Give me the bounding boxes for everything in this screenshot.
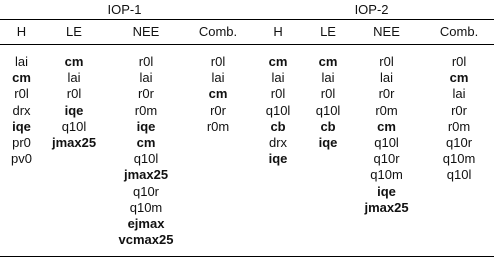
group-header-row xyxy=(0,0,494,20)
table-cell: r0r xyxy=(451,102,467,118)
table-cell: r0m xyxy=(206,118,230,134)
table-cell: r0m xyxy=(447,118,471,134)
column-cells-h-iop1 xyxy=(0,45,43,257)
table-cell: jmax25 xyxy=(123,167,169,183)
table-cell: r0m xyxy=(375,102,398,118)
table-cell: r0l xyxy=(320,86,336,102)
table-cell: r0m xyxy=(134,102,158,118)
table-cell: q10m xyxy=(442,151,476,167)
table-cell: jmax25 xyxy=(364,199,409,215)
table-cell: cm xyxy=(318,54,338,69)
group-header-iop2: IOP-2 xyxy=(249,0,494,20)
group-header-iop1: IOP-1 xyxy=(0,0,249,20)
column-header-comb-iop2: Comb. xyxy=(424,20,494,45)
table-cell: q10r xyxy=(132,183,160,199)
table-cell: vcmax25 xyxy=(118,232,174,248)
table-cell: q10m xyxy=(370,167,403,183)
table-cell: q10l xyxy=(133,151,159,167)
table-body-row xyxy=(0,45,494,257)
table-cell: cm xyxy=(377,118,396,134)
table-cell: r0l xyxy=(379,54,394,69)
table-cell: r0l xyxy=(451,54,467,69)
table-cell: q10l xyxy=(61,118,87,134)
table-cell: q10l xyxy=(315,102,341,118)
table-cell: jmax25 xyxy=(51,134,97,150)
table-cell: iqe xyxy=(64,102,84,118)
table-cell: cm xyxy=(268,54,288,69)
table-cell: lai xyxy=(211,70,225,86)
table-cell: drx xyxy=(269,134,288,150)
column-header-h-iop1: H xyxy=(0,20,43,45)
table-cell: cm xyxy=(208,86,228,102)
table-cell: lai xyxy=(139,70,153,86)
table-cell: q10m xyxy=(129,199,163,215)
table-cell: r0l xyxy=(66,86,82,102)
column-header-le-iop1: LE xyxy=(43,20,105,45)
table-cell: r0l xyxy=(14,86,29,102)
table-cell: lai xyxy=(452,86,466,102)
column-header-nee-iop2: NEE xyxy=(349,20,424,45)
table-cell: r0r xyxy=(138,86,154,102)
table-cell: cb xyxy=(270,118,286,134)
column-cells-comb-iop2 xyxy=(424,45,494,257)
column-header-le-iop2: LE xyxy=(307,20,349,45)
table-cell: ejmax xyxy=(127,215,165,231)
table-cell: r0r xyxy=(210,102,226,118)
table-cell: cm xyxy=(136,134,156,150)
table-cell: iqe xyxy=(377,183,396,199)
table-cell: pv0 xyxy=(11,151,32,167)
column-cells-nee-iop1 xyxy=(105,45,187,257)
table-cell: r0l xyxy=(210,54,226,69)
table-cell: cm xyxy=(12,70,31,86)
table-cell: r0l xyxy=(270,86,286,102)
table-cell: q10l xyxy=(446,167,472,183)
table-cell: cb xyxy=(320,118,336,134)
table-cell: lai xyxy=(380,70,394,86)
column-cells-nee-iop2 xyxy=(349,45,424,257)
column-header-row xyxy=(0,20,494,45)
table-cell: iqe xyxy=(136,118,156,134)
column-cells-h-iop2 xyxy=(249,45,307,257)
table-cell: q10r xyxy=(373,151,400,167)
table-cell: r0r xyxy=(378,86,395,102)
table-cell: lai xyxy=(67,70,81,86)
table-cell: lai xyxy=(14,54,28,69)
table-cell: cm xyxy=(64,54,84,69)
column-header-h-iop2: H xyxy=(249,20,307,45)
column-header-nee-iop1: NEE xyxy=(105,20,187,45)
table-cell: cm xyxy=(449,70,469,86)
table-cell: q10l xyxy=(374,134,399,150)
table-cell: iqe xyxy=(268,151,288,167)
table-cell: r0l xyxy=(138,54,154,69)
table-cell: iqe xyxy=(318,134,338,150)
table-cell: q10l xyxy=(265,102,291,118)
table-cell: drx xyxy=(12,102,31,118)
table-cell: iqe xyxy=(12,118,31,134)
column-header-comb-iop1: Comb. xyxy=(187,20,249,45)
column-cells-le-iop1 xyxy=(43,45,105,257)
table-cell: pr0 xyxy=(12,134,31,150)
table-cell: q10r xyxy=(446,134,473,150)
column-cells-comb-iop1 xyxy=(187,45,249,257)
table-cell: lai xyxy=(321,70,335,86)
column-cells-le-iop2 xyxy=(307,45,349,257)
table-cell: lai xyxy=(271,70,285,86)
